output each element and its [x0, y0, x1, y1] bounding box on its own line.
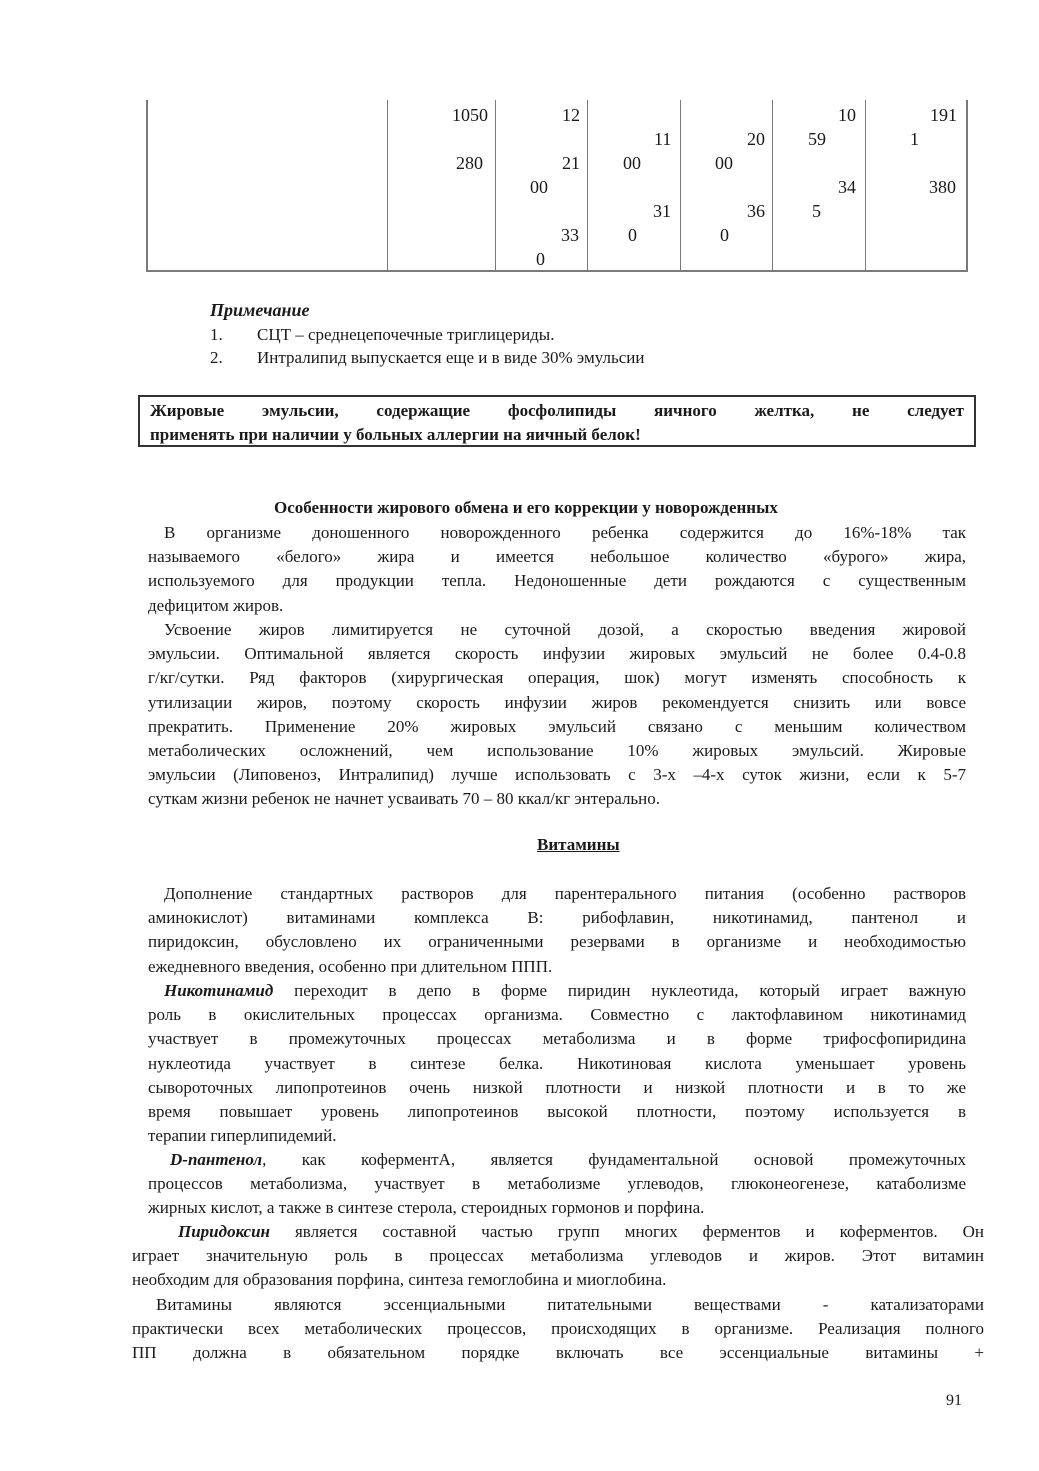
paragraph: [148, 979, 966, 1148]
paragraph: [132, 1220, 984, 1293]
text-line: называемого «белого» жира и имеется небольшое количество «бурого» жира,: [148, 547, 966, 567]
warning-line: Жировые эмульсии, содержащие фосфолипиды яичного желтка, не следует: [150, 401, 964, 420]
table-cell-value: 59: [808, 129, 826, 149]
warning-line: применять при наличии у больных аллергии на яичный белок!: [150, 425, 641, 444]
paragraph: [132, 1293, 984, 1366]
section-heading: Витамины: [537, 835, 620, 854]
text-line: жирных кислот, а также в синтезе стерола, стероидных гормонов и порфина.: [148, 1198, 705, 1218]
section-heading: Особенности жирового обмена и его коррекции у новорожденных: [274, 498, 778, 517]
text-line: аминокислот) витаминами комплекса В: рибофлавин, никотинамид, пантенол и: [148, 908, 966, 928]
table-cell-value: 00: [623, 153, 641, 173]
table-cell-value: 00: [530, 177, 548, 197]
text-fragment: переходит в депо в форме пиридин нуклеотида, который играет важную: [273, 981, 966, 1000]
text-fragment: является составной частью групп многих ферментов и коферментов. Он: [269, 1222, 984, 1241]
table-cell-value: 380: [929, 177, 956, 197]
table-cell-value: 280: [456, 153, 483, 173]
note-text: СЦТ – среднецепочечные триглицериды.: [257, 325, 555, 344]
paragraph: [148, 521, 966, 618]
text-line: метаболических осложнений, чем использование 10% жировых эмульсий. Жировые: [148, 740, 966, 760]
table-cell-value: 1050: [452, 105, 488, 125]
table-cell-value: 36: [747, 201, 765, 221]
paragraph: [148, 1148, 966, 1221]
text-line: Витамины являются эссенциальными питательными веществами - катализаторами: [156, 1295, 984, 1314]
note-text: Интралипид выпускается еще и в виде 30% эмульсии: [257, 348, 645, 367]
text-line: [148, 1148, 966, 1172]
warning-box: [138, 395, 976, 447]
table-cell-value: 0: [720, 225, 729, 245]
table-cell-value: 34: [838, 177, 856, 197]
table-divider: [772, 100, 773, 272]
page-number: 91: [946, 1392, 962, 1409]
table-cell-value: 191: [930, 105, 957, 125]
term: Пиридоксин: [178, 1222, 270, 1241]
text-line: нуклеотида участвует в синтезе белка. Никотиновая кислота уменьшает уровень: [148, 1053, 966, 1073]
text-line: ПП должна в обязательном порядке включать все эссенциальные витамины +: [132, 1343, 984, 1363]
text-line: время повышает уровень липопротеинов высокой плотности, поэтому используется в: [148, 1101, 966, 1121]
text-line: практически всех метаболических процессов, происходящих в организме. Реализация полного: [132, 1319, 984, 1339]
table-divider: [587, 100, 588, 272]
table-cell-value: 21: [562, 153, 580, 173]
table-cell-value: 0: [536, 249, 545, 269]
text-line: эмульсии. Оптимальной является скорость инфузии жировых эмульсий не более 0.4-0.8: [148, 644, 966, 664]
table-divider: [680, 100, 681, 272]
text-line: участвует в промежуточных процессах метаболизма и в форме трифосфопиридина: [148, 1029, 966, 1049]
notes-heading: Примечание: [210, 300, 310, 320]
table-cell-value: 31: [653, 201, 671, 221]
table-cell-value: 00: [715, 153, 733, 173]
text-line: [132, 1220, 984, 1244]
table-cell-value: 33: [561, 225, 579, 245]
note-number: 2.: [210, 348, 223, 367]
table-cell-value: 20: [747, 129, 765, 149]
text-line: прекратить. Применение 20% жировых эмульсий связано с меньшим количеством: [148, 716, 966, 736]
term: Никотинамид: [164, 981, 274, 1000]
text-line: г/кг/сутки. Ряд факторов (хирургическая операция, шок) могут изменять способность к: [148, 668, 966, 688]
text-line: эмульсии (Липовеноз, Интралипид) лучше использовать с 3-х –4-х суток жизни, если к 5-7: [148, 765, 966, 785]
table-cell-value: 12: [562, 105, 580, 125]
text-line: суткам жизни ребенок не начнет усваивать 70 – 80 ккал/кг энтерально.: [148, 789, 661, 809]
table-cell-value: 10: [838, 105, 856, 125]
text-line: терапии гиперлипидемий.: [148, 1126, 337, 1146]
table-cell-value: 0: [628, 225, 637, 245]
text-line: Усвоение жиров лимитируется не суточной дозой, а скоростью введения жировой: [164, 620, 966, 639]
table-cell-value: 5: [812, 201, 821, 221]
table-divider: [495, 100, 496, 272]
table-divider: [865, 100, 866, 272]
text-line: дефицитом жиров.: [148, 595, 284, 615]
text-line: необходим для образования порфина, синтеза гемоглобина и миоглобина.: [132, 1270, 667, 1290]
text-line: пиридоксин, обусловлено их ограниченными резервами в организме и необходимостью: [148, 932, 966, 952]
note-number: 1.: [210, 325, 223, 344]
paragraph: [148, 618, 966, 812]
text-line: сывороточных липопротеинов очень низкой плотности и низкой плотности и в то же: [148, 1077, 966, 1097]
text-line: играет значительную роль в процессах метаболизма углеводов и жиров. Этот витамин: [132, 1246, 984, 1266]
text-line: Дополнение стандартных растворов для парентерального питания (особенно растворов: [164, 884, 966, 903]
text-line: используемого для продукции тепла. Недоношенные дети рождаются с существенным: [148, 571, 966, 591]
text-line: роль в окислительных процессах организма. Совместно с лактофлавином никотинамид: [148, 1005, 966, 1025]
text-line: В организме доношенного новорожденного ребенка содержится до 16%-18% так: [164, 523, 966, 542]
text-line: процессов метаболизма, участвует в метаболизме углеводов, глюконеогенезе, катаболизме: [148, 1174, 966, 1194]
table-cell-value: 1: [910, 129, 919, 149]
term: D-пантенол: [170, 1150, 263, 1169]
paragraph: [148, 882, 966, 979]
text-line: утилизации жиров, поэтому скорость инфузии жиров рекомендуется снизить или вовсе: [148, 692, 966, 712]
text-fragment: , как коферментА, является фундаментальной основой промежуточных: [262, 1150, 966, 1169]
table-divider: [387, 100, 388, 272]
text-line: ежедневного введения, особенно при длительном ППП.: [148, 956, 553, 976]
table-cell-value: 11: [654, 129, 672, 149]
text-line: [148, 979, 966, 1003]
